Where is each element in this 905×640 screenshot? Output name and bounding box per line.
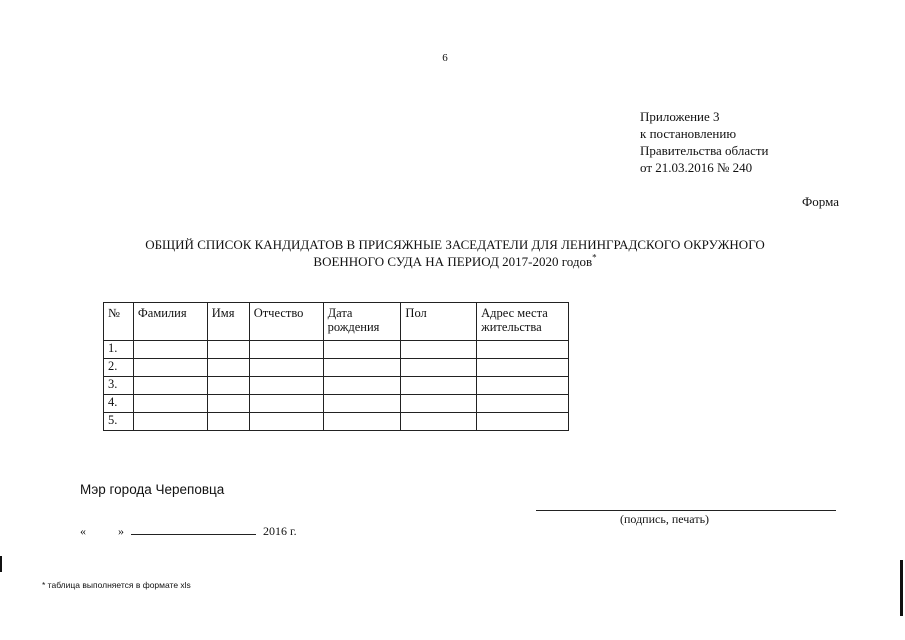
- document-title: [60, 236, 850, 270]
- table-cell: [133, 359, 207, 377]
- signature-caption: (подпись, печать): [620, 512, 710, 526]
- table-cell: [207, 377, 249, 395]
- table-cell: [133, 341, 207, 359]
- date-year: 2016 г.: [263, 524, 297, 538]
- row-number: 5.: [104, 413, 134, 431]
- appendix-line: Приложение 3: [640, 109, 720, 124]
- column-header-sex: Пол: [401, 303, 477, 341]
- table-cell: [249, 413, 323, 431]
- date-month-blank: [131, 524, 256, 535]
- column-header-surname: Фамилия: [133, 303, 207, 341]
- table-cell: [133, 413, 207, 431]
- table-cell: [207, 359, 249, 377]
- table-cell: [323, 395, 401, 413]
- form-label: Форма: [802, 194, 839, 209]
- date-close-quote: »: [118, 524, 124, 538]
- appendix-line: к постановлению: [640, 126, 737, 141]
- date-open-quote: «: [80, 524, 86, 538]
- table-cell: [401, 413, 477, 431]
- page-number: 6: [442, 52, 448, 64]
- table-cell: [249, 359, 323, 377]
- appendix-reference: [640, 108, 769, 176]
- table-cell: [477, 341, 569, 359]
- table-cell: [133, 395, 207, 413]
- table-header-row: [104, 303, 569, 341]
- date-line: [80, 524, 297, 539]
- table-cell: [249, 377, 323, 395]
- row-number: 1.: [104, 341, 134, 359]
- table-cell: [207, 395, 249, 413]
- table-cell: [477, 413, 569, 431]
- row-number: 3.: [104, 377, 134, 395]
- row-number: 4.: [104, 395, 134, 413]
- table-cell: [477, 395, 569, 413]
- scan-edge-mark-left: [0, 556, 2, 572]
- candidates-table: [103, 302, 569, 431]
- table-cell: [249, 395, 323, 413]
- table-cell: [477, 377, 569, 395]
- column-header-birth-date: Дата рождения: [323, 303, 401, 341]
- table-row: [104, 395, 569, 413]
- title-line-2: [60, 253, 850, 270]
- table-cell: [401, 359, 477, 377]
- table-cell: [401, 341, 477, 359]
- mayor-label: Мэр города Череповца: [80, 482, 225, 497]
- signature-line: [536, 510, 836, 511]
- appendix-line: от 21.03.2016 № 240: [640, 160, 753, 175]
- table-row: [104, 377, 569, 395]
- table-cell: [323, 377, 401, 395]
- table-cell: [133, 377, 207, 395]
- appendix-line: Правительства области: [640, 143, 769, 158]
- table-row: [104, 413, 569, 431]
- table-cell: [323, 359, 401, 377]
- table-cell: [207, 413, 249, 431]
- column-header-patronymic: Отчество: [249, 303, 323, 341]
- table-cell: [477, 359, 569, 377]
- column-header-address: Адрес места жительства: [477, 303, 569, 341]
- row-number: 2.: [104, 359, 134, 377]
- table-cell: [207, 341, 249, 359]
- title-line-2-text: ВОЕННОГО СУДА НА ПЕРИОД 2017-2020 годов: [313, 254, 593, 269]
- footnote: * таблица выполняется в формате xls: [42, 580, 191, 590]
- title-line-1: ОБЩИЙ СПИСОК КАНДИДАТОВ В ПРИСЯЖНЫЕ ЗАСЕДАТЕЛИ ДЛЯ ЛЕНИНГРАДСКОГО ОКРУЖНОГО: [145, 237, 765, 252]
- table-row: [104, 341, 569, 359]
- table-row: [104, 359, 569, 377]
- column-header-name: Имя: [207, 303, 249, 341]
- table-cell: [249, 341, 323, 359]
- table-cell: [323, 413, 401, 431]
- table-cell: [401, 377, 477, 395]
- footnote-mark: *: [592, 252, 597, 263]
- table-cell: [323, 341, 401, 359]
- table-cell: [401, 395, 477, 413]
- column-header-number: №: [104, 303, 134, 341]
- scan-edge-mark-right: [900, 560, 903, 616]
